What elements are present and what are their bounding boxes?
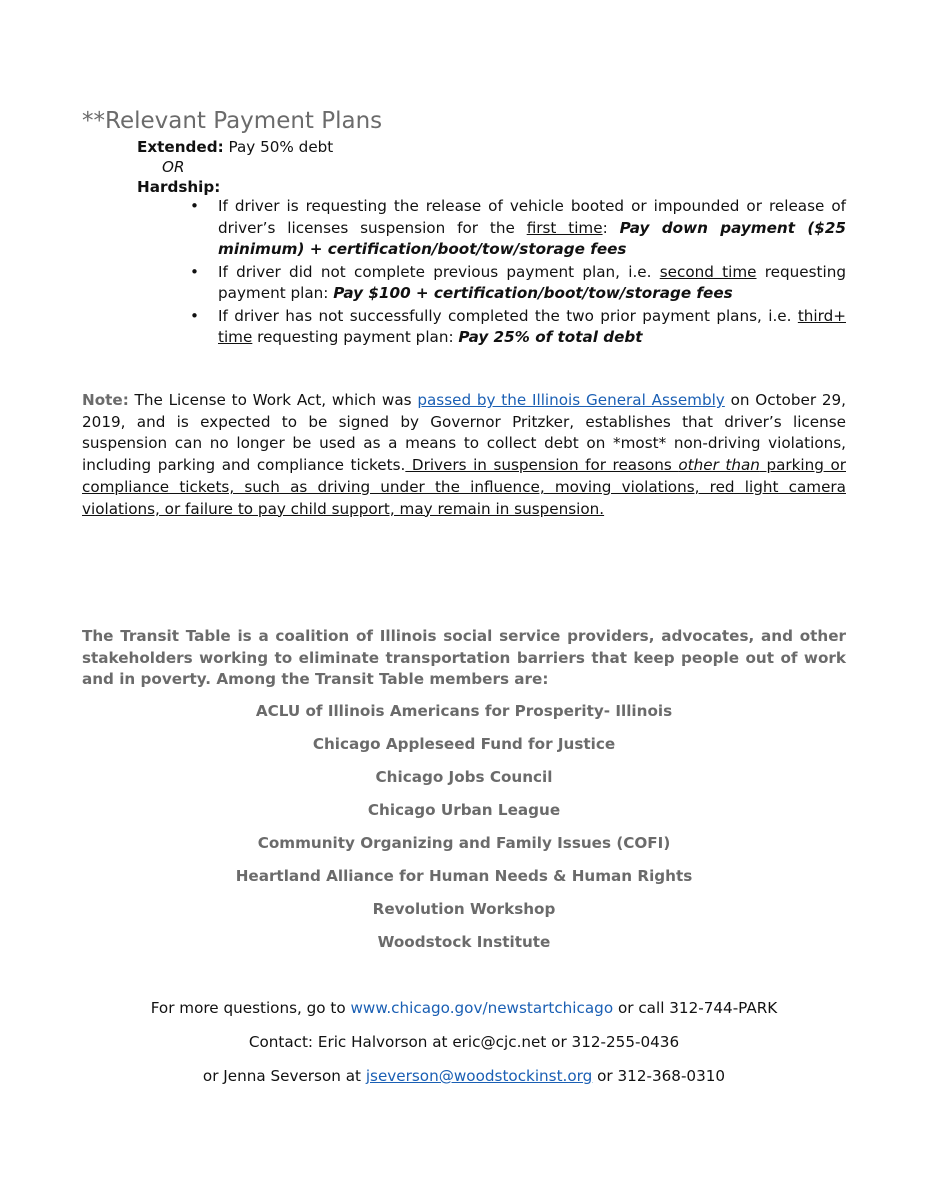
member-item: Community Organizing and Family Issues (COFI)	[257, 834, 671, 852]
note-paragraph: Note: The License to Work Act, which was passed by the Illinois General Assembly on October 29, 2019, and is expected to be signed by Governor Pritzker, establishes that driver’s license suspension can no longer be used as a means to collect debt on *most* non-driving violations, including parking and compliance tickets. Drivers in suspension for reasons other than parking or compliance tickets, such as driving under the influence, moving violations, red light camera violations, or failure to pay child support, may remain in suspension.	[82, 391, 846, 518]
member-list	[82, 701, 846, 965]
member-item: Chicago Urban League	[367, 801, 561, 819]
hardship-bullet-3: • If driver has not successfully completed the two prior payment plans, i.e. third+ time requesting payment plan: Pay 25% of total debt	[190, 306, 846, 346]
underlined-term: third+ time	[218, 306, 846, 346]
note-label: Note:	[82, 391, 129, 409]
bullet-icon: •	[190, 262, 199, 281]
hardship-bullet-1: • If driver is requesting the release of vehicle booted or impounded or release of driver’s licenses suspension for the first time: Pay down payment ($25 minimum) + certification/boot/tow/storage fees	[190, 197, 846, 258]
extended-plan-line	[137, 137, 333, 158]
hardship-bullet-list	[190, 196, 846, 350]
plan-terms: Pay 25% of total debt	[458, 328, 643, 346]
member-item: Chicago Appleseed Fund for Justice	[312, 735, 616, 753]
underlined-term: second time	[659, 262, 757, 281]
plan-terms: Pay $100 + certification/boot/tow/storage fees	[333, 284, 733, 302]
extended-text: Pay 50% debt	[223, 138, 334, 156]
coalition-paragraph: The Transit Table is a coalition of Illinois social service providers, advocates, and other stakeholders working to eliminate transportation barriers that keep people out of work and in poverty. Among the Transit Table members are:	[82, 627, 846, 689]
section-heading: **Relevant Payment Plans	[82, 108, 383, 134]
hardship-bullet-2: • If driver did not complete previous payment plan, i.e. second time requesting payment plan: Pay $100 + certification/boot/tow/storage fees	[190, 262, 846, 302]
plan-terms: Pay down payment ($25 minimum) + certification/boot/tow/storage fees	[218, 218, 846, 258]
member-item: Woodstock Institute	[377, 933, 551, 951]
questions-line: For more questions, go to www.chicago.gov/newstartchicago or call 312-744-PARK	[150, 999, 778, 1017]
member-item: ACLU of Illinois Americans for Prosperity- Illinois	[255, 702, 673, 720]
newstart-link[interactable]: www.chicago.gov/newstartchicago	[350, 999, 614, 1017]
extended-label: Extended:	[137, 138, 224, 156]
underlined-term: first time	[526, 218, 603, 237]
member-item: Chicago Jobs Council	[375, 768, 553, 786]
hardship-label: Hardship:	[137, 178, 221, 196]
general-assembly-link[interactable]: passed by the Illinois General Assembly	[417, 391, 725, 409]
email-link[interactable]: jseverson@woodstockinst.org	[365, 1067, 593, 1085]
bullet-icon: •	[190, 197, 199, 215]
suspension-exception-text: Drivers in suspension for reasons other than parking or compliance tickets, such as driving under the influence, moving violations, red light camera violations, or failure to pay child support, may remain in suspension.	[82, 456, 846, 518]
or-text: OR	[162, 158, 185, 176]
member-item: Heartland Alliance for Human Needs & Human Rights	[235, 867, 693, 885]
member-item: Revolution Workshop	[372, 900, 556, 918]
contact-line-jenna: or Jenna Severson at jseverson@woodstockinst.org or 312-368-0310	[202, 1067, 726, 1085]
contact-line-eric: Contact: Eric Halvorson at eric@cjc.net or 312-255-0436	[248, 1033, 680, 1051]
bullet-icon: •	[190, 306, 199, 325]
